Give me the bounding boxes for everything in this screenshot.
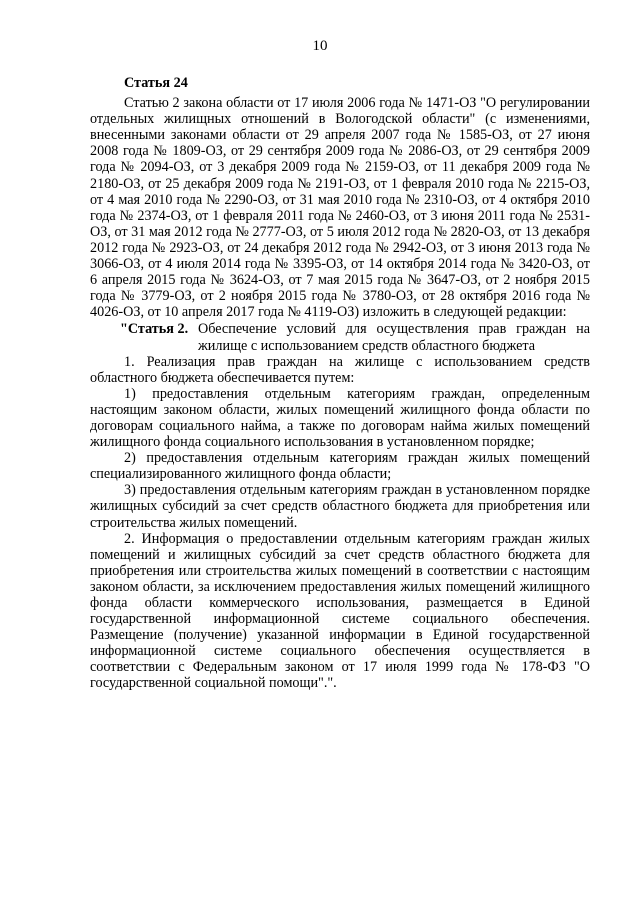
- paragraph: 3) предоставления отдельным категориям граждан в установленном порядке жилищных субсидий за счет средств областного бюджета для приобретения или строительства жилых помещений.: [90, 482, 590, 531]
- paragraph: 1. Реализация прав граждан на жилище с использованием средств областного бюджета обеспечивается путем:: [90, 353, 590, 386]
- article2-title: Обеспечение условий для осуществления прав граждан на жилище с использованием средств областного бюджета: [198, 321, 590, 354]
- page-number: 10: [312, 38, 328, 54]
- article-intro: Статью 2 закона области от 17 июля 2006 года № 1471-ОЗ "О регулировании отдельных жилищных отношений в Вологодской области" (с изменениями, внесенными законами области от 29 апреля 2007 года № 1585-ОЗ, от 27 июня 2008 года № 1809-ОЗ, от 29 сентября 2009 года № 2086-ОЗ, от 29 сентября 2009 года № 2094-ОЗ, от 3 декабря 2009 года № 2159-ОЗ, от 11 декабря 2009 года № 2180-ОЗ, от 25 декабря 2009 года № 2191-ОЗ, от 1 февраля 2010 года № 2215-ОЗ, от 4 мая 2010 года № 2290-ОЗ, от 31 мая 2010 года № 2310-ОЗ, от 4 октября 2010 года № 2374-ОЗ, от 1 февраля 2011 года № 2460-ОЗ, от 3 июня 2011 года № 2531-ОЗ, от 31 мая 2012 года № 2777-ОЗ, от 5 июля 2012 года № 2820-ОЗ, от 13 декабря 2012 года № 2923-ОЗ, от 24 декабря 2012 года № 2942-ОЗ, от 3 июня 2013 года № 3066-ОЗ, от 4 июля 2014 года № 3395-ОЗ, от 14 октября 2014 года № 3420-ОЗ, от 6 апреля 2015 года № 3624-ОЗ, от 7 мая 2015 года № 3647-ОЗ, от 2 ноября 2015 года № 3779-ОЗ, от 2 ноября 2015 года № 3780-ОЗ, от 28 октября 2016 года № 4026-ОЗ, от 10 апреля 2017 года № 4119-ОЗ) изложить в следующей редакции:: [90, 95, 590, 321]
- paragraph: 2. Информация о предоставлении отдельным категориям граждан жилых помещений и жилищных субсидий за счет средств областного бюджета для приобретения или строительства жилых помещений в соответствии с настоящим законом области, за исключением предоставления жилых помещений жилищного фонда области коммерческого использования, размещается в Единой государственной информационной системе социального обеспечения. Размещение (получение) указанной информации в Единой государственной информационной системе социального обеспечения осуществляется в соответствии с Федеральным законом от 17 июля 1999 года № 178-ФЗ "О государственной социальной помощи".".: [90, 530, 590, 692]
- article-heading: Статья 24: [124, 75, 188, 91]
- document-body: [90, 75, 590, 692]
- paragraph: 2) предоставления отдельным категориям граждан жилых помещений специализированного жилищного фонда области;: [90, 450, 590, 483]
- article2-label: "Статья 2.: [120, 321, 189, 338]
- paragraph: 1) предоставления отдельным категориям граждан, определенным настоящим законом области, жилых помещений жилищного фонда области по договорам социального найма, а также по договорам найма жилых помещений жилищного фонда социального использования в установленном порядке;: [90, 385, 590, 451]
- article2-heading: [90, 321, 590, 353]
